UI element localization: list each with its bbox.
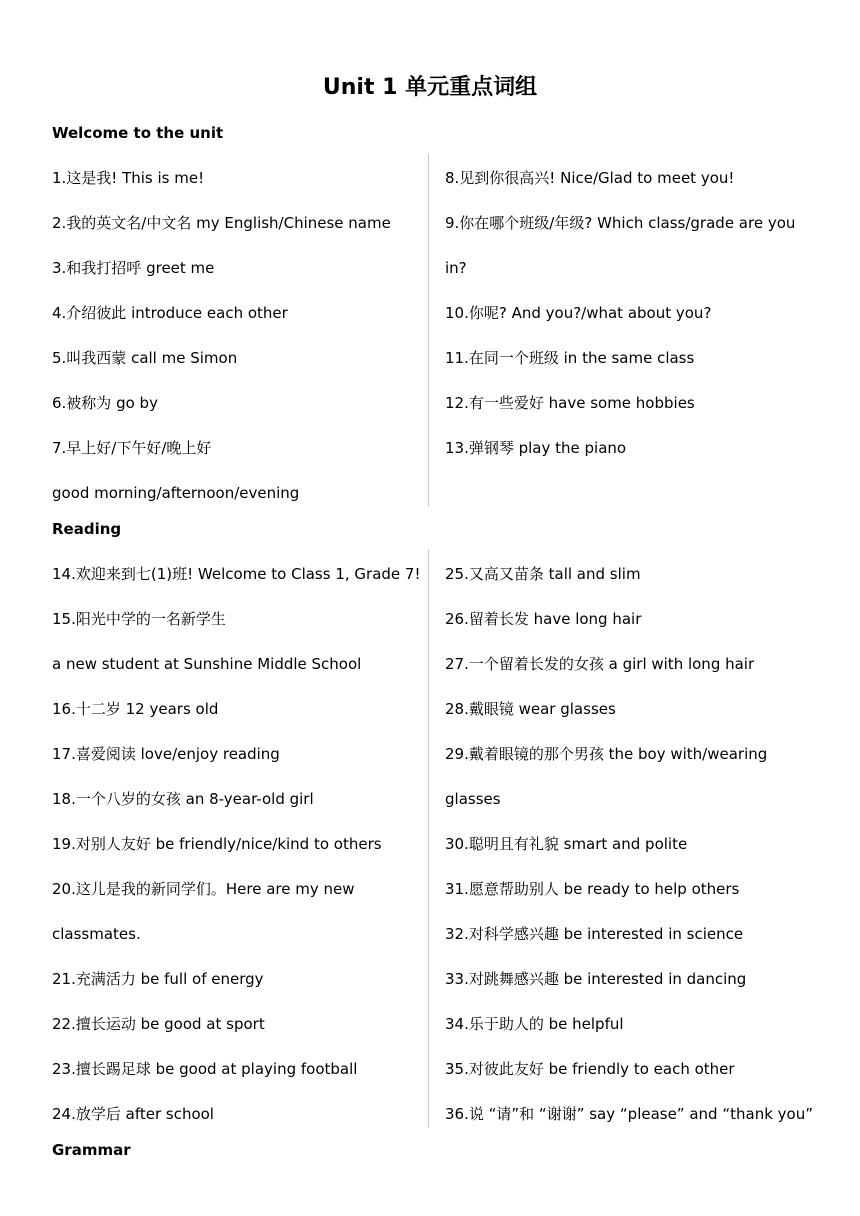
phrase-item: 11.在同一个班级 in the same class <box>445 349 695 367</box>
welcome-right-column <box>445 166 835 481</box>
phrase-item: 36.说 “请”和 “谢谢” say “please” and “thank you” <box>445 1105 813 1123</box>
phrase-item: 7.早上好/下午好/晚上好 <box>52 439 212 457</box>
section-heading-reading: Reading <box>52 520 122 538</box>
phrase-item: 13.弹钢琴 play the piano <box>445 439 627 457</box>
phrase-item: 9.你在哪个班级/年级? Which class/grade are you <box>445 214 796 232</box>
phrase-item: 15.阳光中学的一名新学生 <box>52 610 226 628</box>
phrase-item: 6.被称为 go by <box>52 394 158 412</box>
phrase-item: 25.又高又苗条 tall and slim <box>445 565 641 583</box>
phrase-item: 27.一个留着长发的女孩 a girl with long hair <box>445 655 755 673</box>
phrase-item: 16.十二岁 12 years old <box>52 700 219 718</box>
phrase-item: glasses <box>445 790 501 808</box>
phrase-item: classmates. <box>52 925 141 943</box>
phrase-item: 35.对彼此友好 be friendly to each other <box>445 1060 735 1078</box>
phrase-item: 23.擅长踢足球 be good at playing football <box>52 1060 358 1078</box>
phrase-item: 28.戴眼镜 wear glasses <box>445 700 616 718</box>
phrase-item: 21.充满活力 be full of energy <box>52 970 264 988</box>
reading-left-column <box>52 562 432 1147</box>
phrase-item: 17.喜爱阅读 love/enjoy reading <box>52 745 280 763</box>
phrase-item: 34.乐于助人的 be helpful <box>445 1015 624 1033</box>
phrase-item: 1.这是我! This is me! <box>52 169 205 187</box>
phrase-item: 22.擅长运动 be good at sport <box>52 1015 265 1033</box>
phrase-item: good morning/afternoon/evening <box>52 484 300 502</box>
phrase-item: 20.这儿是我的新同学们。Here are my new <box>52 880 355 898</box>
section-heading-welcome: Welcome to the unit <box>52 124 224 142</box>
phrase-item: 8.见到你很高兴! Nice/Glad to meet you! <box>445 169 735 187</box>
phrase-item: 18.一个八岁的女孩 an 8-year-old girl <box>52 790 314 808</box>
phrase-item: 14.欢迎来到七(1)班! Welcome to Class 1, Grade 7! <box>52 565 421 583</box>
phrase-item: 24.放学后 after school <box>52 1105 214 1123</box>
phrase-item: 5.叫我西蒙 call me Simon <box>52 349 238 367</box>
phrase-item: 4.介绍彼此 introduce each other <box>52 304 288 322</box>
phrase-item: 26.留着长发 have long hair <box>445 610 642 628</box>
phrase-item: 29.戴着眼镜的那个男孩 the boy with/wearing <box>445 745 768 763</box>
phrase-item: 10.你呢? And you?/what about you? <box>445 304 712 322</box>
phrase-item: 33.对跳舞感兴趣 be interested in dancing <box>445 970 747 988</box>
phrase-item: 2.我的英文名/中文名 my English/Chinese name <box>52 214 391 232</box>
phrase-item: 31.愿意帮助别人 be ready to help others <box>445 880 740 898</box>
page-title: Unit 1 单元重点词组 <box>322 75 538 100</box>
phrase-item: 19.对别人友好 be friendly/nice/kind to others <box>52 835 382 853</box>
phrase-item: in? <box>445 259 467 277</box>
phrase-item: a new student at Sunshine Middle School <box>52 655 362 673</box>
phrase-item: 32.对科学感兴趣 be interested in science <box>445 925 744 943</box>
section-heading-grammar: Grammar <box>52 1141 131 1159</box>
welcome-left-column <box>52 166 432 526</box>
phrase-item: 12.有一些爱好 have some hobbies <box>445 394 695 412</box>
phrase-item: 30.聪明且有礼貌 smart and polite <box>445 835 688 853</box>
phrase-item: 3.和我打招呼 greet me <box>52 259 215 277</box>
reading-right-column <box>445 562 835 1147</box>
